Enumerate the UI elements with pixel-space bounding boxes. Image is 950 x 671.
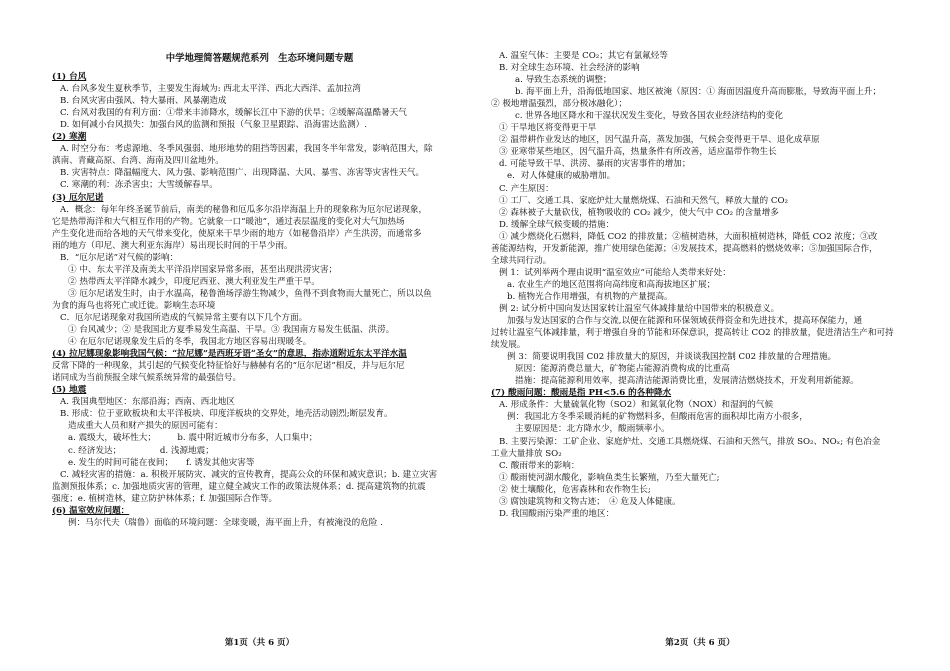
right-text-line: e．对人体健康的威胁增加。 — [507, 171, 616, 182]
left-text-line: C．厄尔尼诺现象对我国所造成的气候异常主要有以下几个方面。 — [60, 312, 308, 323]
left-text-line: A．概念：每年年终圣诞节前后，南美的秘鲁和厄瓜多尔沿岸海温上升的现象称为厄尔尼诺现象， — [60, 204, 428, 215]
left-section-heading: (2) 寒潮 — [52, 132, 87, 143]
right-text-line: b. 海平面上升，沿海低地国家、地区被淹（原因：① 海面因温度升高而膨胀，导致海平面上升； — [515, 87, 882, 98]
right-text-line: 例：我国北方冬季采暖消耗的矿物燃料多，但酸雨危害的面积却比南方小很多， — [507, 412, 808, 423]
right-text-line: 加强与发达国家的合作与交流,以便在能源和环保领域获得资金和先进技术，提高环保能力，通 — [507, 316, 863, 327]
left-text-line: 滇南、青藏高原、台湾、海南及四川盆地外。 — [52, 156, 224, 167]
left-text-line: ① 台风减少；② 是我国北方夏季易发生高温、干旱。③ 我国南方易发生低温、洪涝。 — [68, 325, 395, 336]
left-column — [52, 50, 467, 529]
right-text-line: ③ 腐蚀建筑物和文物古迹； ④ 危及人体健康。 — [499, 496, 681, 507]
left-text-line: e. 发生的时间可能在夜间； f. 诱发其他灾害等 — [68, 457, 255, 468]
right-text-line: ① 干旱地区将变得更干旱 — [499, 123, 597, 134]
right-text-line: 善能源结构，开发新能源，推广使用绿色能源；④发展技术，提高燃料的燃烧效率；⑤加强国际合作， — [491, 243, 878, 254]
right-text-line: ② 森林被子大量砍伐，植物吸收的 CO₂ 减少，使大气中 CO₂ 的含量增多 — [499, 207, 779, 218]
right-text-line: a. 农业生产的地区范围将向高纬度和高海拔地区扩展； — [507, 279, 716, 290]
right-text-line: 措施：提高能源利用效率，提高清洁能源消费比重，发展清洁燃烧技术，开发利用新能源。 — [515, 376, 859, 387]
right-text-line: 主要原因是：北方降水少，酸雨频率小。 — [515, 424, 670, 435]
left-text-line: A. 我国典型地区：东部沿海；西南、西北地区 — [60, 397, 235, 408]
left-text-line: D. 如何减小台风损失：加强台风的监测和预报（气象卫星跟踪、沿海雷达监测）. — [60, 120, 367, 131]
left-text-line: 诺同成为当前预报全球气候系统异常的最强信号。 — [52, 373, 242, 384]
left-text-line: 例：马尔代夫（瑞鲁）面临的环境问题：全球变暖，海平面上升，有被淹没的危险 . — [68, 517, 383, 528]
left-section-heading: (3) 厄尔尼诺 — [52, 192, 104, 203]
left-text-line: 监测预报体系；c. 加强地质灾害的管理，建立健全减灾工作的政策法规体系；d. 提高建筑物的抗震 — [52, 481, 426, 492]
left-text-line: B. 台风灾害由强风、特大暴雨、风暴潮造成 — [60, 96, 227, 107]
left-text-line: 为食的海鸟也将死亡或迁徙。影响生态环境 — [52, 300, 216, 311]
right-text-line: 原因：能源消费总量大，矿物能占能源消费构成的比重高 — [515, 364, 730, 375]
right-text-line: ③ 亚寒带某些地区，因气温升高，热量条件有所改善，适应温带作物生长 — [499, 147, 777, 158]
left-text-line: c. 经济发达； d. 浅源地震； — [68, 445, 214, 456]
right-section-heading: (7) 酸雨问题：酸雨是指 PH<5.6 的各种降水 — [491, 388, 672, 399]
left-text-line: C. 减轻灾害的措施：a. 积极开展防灾、减灾的宣传教育，提高公众的环保和减灾意识；b. 建立灾害 — [60, 469, 438, 480]
right-text-line: ② 使土壤酸化，危害森林和农作物生长; — [499, 484, 651, 495]
right-text-line: 续发展。 — [491, 340, 526, 351]
left-text-line: 反常下降的一种现象，其引起的气候变化特征恰好与赫赫有名的“厄尔尼诺”相反，并与厄尔尼 — [52, 361, 405, 372]
right-text-line: ② 温带耕作业发达的地区，因气温升高，蒸发加强，气候会变得更干旱、退化成草原 — [499, 135, 820, 146]
left-text-line: ④ 在厄尔尼诺现象发生后的冬季，我国北方地区容易出现暖冬。 — [68, 337, 312, 348]
page-number-right: 第2页（共 6 页） — [665, 638, 735, 648]
right-text-line: ① 减少燃烧化石燃料，降低 CO2 的排放量；②植树造林，大面积植树造林，降低 CO2 浓度；③改 — [499, 231, 878, 242]
right-text-line: d. 可能导致干旱、洪涝、暴雨的灾害事件的增加； — [499, 159, 691, 170]
left-text-line: C. 寒潮的利：冻杀害虫；大雪缓解春旱。 — [60, 180, 218, 191]
right-text-line: A. 形成条件：大量硫氧化物（SO2）和氮氧化物（NOX）和湿润的气候 — [499, 400, 774, 411]
right-text-line: ② 极地增温强烈，部分极冰融化）； — [491, 99, 627, 110]
right-text-line: D. 缓解全球气候变暖的措施： — [499, 219, 615, 230]
left-text-line: B. 灾害特点：降温幅度大、风力强、影响范围广、出现降温、大风、暴雪、冻害等灾害性天气。 — [60, 168, 425, 179]
right-text-line: b. 植物光合作用增强，有机物的产量提高。 — [507, 291, 673, 302]
left-text-line: ③ 厄尔尼诺发生时，由于水温高，秘鲁渔场浮游生物减少，鱼得不到食物而大量死亡，所以以鱼 — [68, 288, 432, 299]
right-text-line: a. 导致生态系统的调整； — [515, 75, 612, 86]
right-text-line: 工业大量排放 SO₂ — [491, 448, 562, 459]
page-number-left: 第1页（共 6 页） — [224, 638, 295, 648]
right-text-line: ① 酸雨使河湖水酸化，影响鱼类生长繁殖，乃至大量死亡; — [499, 472, 720, 483]
left-text-line: 产生变化进而给各地的天气带来变化，使原来干旱少雨的地方（如秘鲁沿岸）产生洪涝，而通常多 — [52, 228, 422, 239]
left-section-heading: (1) 台风 — [52, 72, 87, 83]
right-text-line: 例 3：简要说明我国 C02 排放量大的原因，并谈谈我国控制 C02 排放量的合理措施。 — [507, 352, 837, 363]
left-text-line: 造成重大人员和财产损失的原因可能有： — [68, 421, 223, 432]
right-text-line: c. 世界各地区降水和干湿状况发生变化，导致各国农业经济结构的变化 — [515, 111, 784, 122]
left-section-heading: (5) 地震 — [52, 385, 87, 396]
right-text-line: C. 酸雨带来的影响： — [499, 460, 580, 471]
left-text-line: 雨的地方（印尼、澳大利亚东海岸）易出现长时间的干旱少雨。 — [52, 240, 293, 251]
right-text-line: 例 1：试列举两个理由说明“温室效应”可能给人类带来好处： — [499, 267, 731, 278]
left-text-line: 强度；e. 植树造林，建立防护林体系；f. 加强国际合作等。 — [52, 493, 278, 504]
right-text-line: A. 温室气体：主要是 CO₂；其它有氯氟烃等 — [499, 51, 668, 61]
left-text-line: B. 形成：位于亚欧板块和太平洋板块、印度洋板块的交界处，地壳活动剧烈;断层发育。 — [60, 409, 393, 420]
left-text-line: B．“厄尔尼诺”对气候的影响： — [60, 252, 179, 263]
page-title: 中学地理简答题规范系列 生态环境问题专题 — [165, 53, 354, 64]
right-text-line: 全球共同行动。 — [491, 255, 552, 266]
left-text-line: a. 震级大，破坏性大； b. 震中附近城市分布多，人口集中； — [68, 433, 318, 444]
left-text-line: A. 台风多发生夏秋季节，主要发生海域为: 西北太平洋、西北大西洋、孟加拉湾 — [60, 84, 361, 95]
right-text-line: C. 产生原因： — [499, 183, 554, 194]
right-text-line: 过转让温室气体减排量，利于增强自身的节能和环保意识，提高转让 CO2 的排放量，促进清洁生产和可持 — [491, 328, 894, 339]
right-text-lines — [491, 50, 909, 520]
right-text-line: B. 主要污染源：工矿企业、家庭炉灶、交通工具燃烧煤、石油和天然气，排放 SO₂、NOₓ; 有色冶金 — [499, 436, 881, 447]
right-text-line: 例 2: 试分析中国向发达国家转让温室气体减排量给中国带来的积极意义。 — [499, 303, 780, 314]
left-section-heading: (6) 温室效应问题： — [52, 505, 130, 516]
left-text-line: A. 时空分布：考虑源地、冬季风强弱、地形地势的阻挡等因素，我国冬半年常发，影响范围大，除 — [60, 144, 433, 155]
left-text-line: 它是热带海洋和大气相互作用的产物。它就象一口“暖池”，通过表层温度的变化对大气加热场 — [52, 216, 405, 227]
left-text-line: C. 台风对我国的有利方面：①带来丰沛降水，缓解长江中下游的伏旱；②缓解高温酷暑天气 — [60, 108, 407, 119]
right-text-line: B. 对全球生态环境、社会经济的影响 — [499, 63, 640, 74]
right-text-line: D. 我国酸雨污染严重的地区： — [499, 508, 615, 519]
left-text-line: ② 热带西太平洋降水减少，印度尼西亚、澳大利亚发生严重干旱。 — [68, 276, 320, 287]
left-text-lines — [52, 71, 467, 529]
left-text-line: ① 中、东太平洋及南美太平洋沿岸国家异常多雨，甚至出现洪涝灾害； — [68, 264, 338, 275]
right-column — [491, 50, 909, 520]
left-section-heading: (4) 拉尼娜现象影响我国气候：“拉尼娜”是西班牙语“圣女”的意思，指赤道附近东太平洋水温 — [52, 349, 407, 360]
right-text-line: ① 工厂、交通工具、家庭炉灶大量燃烧煤、石油和天然气，释放大量的 CO₂ — [499, 195, 788, 206]
